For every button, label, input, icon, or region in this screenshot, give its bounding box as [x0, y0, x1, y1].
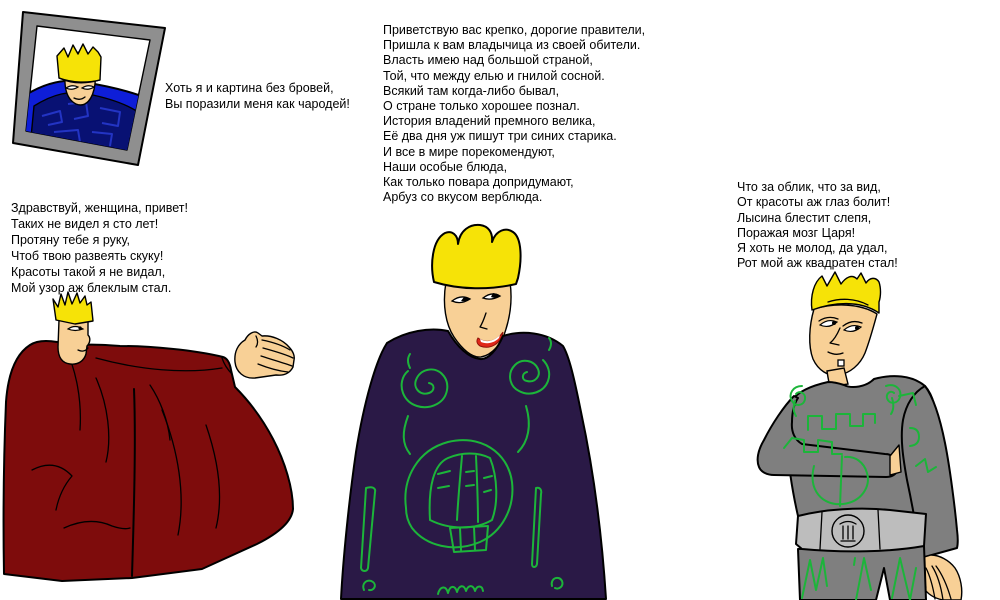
- caption-line: Вы поразили меня как чародей!: [165, 97, 350, 111]
- poem-line: История владений премного велика,: [383, 114, 596, 129]
- poem-line: От красоты аж глаз болит!: [737, 195, 891, 210]
- poem-line: Лысина блестит слепя,: [737, 210, 872, 225]
- right-poem: [737, 180, 898, 272]
- poem-line: Как только повара допридумают,: [383, 175, 574, 190]
- poem-line: О стране только хорошее познал.: [383, 99, 580, 114]
- poem-line: Арбуз со вкусом верблюда.: [383, 190, 543, 205]
- left-king-pupil: [78, 326, 81, 329]
- poem-line: Я хоть не молод, да удал,: [737, 241, 888, 256]
- poem-line: Поражая мозг Царя!: [737, 225, 856, 240]
- poem-line: Таких не видел я сто лет!: [11, 217, 159, 231]
- poem-line: Власть имею над большой страной,: [383, 53, 593, 68]
- poem-line: Здравствуй, женщина, привет!: [11, 201, 188, 215]
- poem-line: Рот мой аж квадратен стал!: [737, 256, 898, 271]
- poem-line: Чтоб твою развеять скуку!: [11, 249, 164, 263]
- poem-line: Мой узор аж блеклым стал.: [11, 281, 172, 295]
- poem-line: Протяну тебе я руку,: [11, 233, 130, 247]
- poem-line: Что за облик, что за вид,: [737, 180, 881, 194]
- center-poem: [383, 23, 645, 205]
- left-poem: [11, 200, 188, 296]
- poem-line: Красоты такой я не видал,: [11, 265, 166, 279]
- queen-robe: [341, 330, 606, 600]
- poem-line: Пришла к вам владычица из своей обители.: [383, 38, 641, 53]
- queen-crown: [432, 225, 520, 288]
- poem-line: Наши особые блюда,: [383, 159, 508, 174]
- right-king-square-mouth: [838, 360, 844, 366]
- portrait-caption: [165, 80, 350, 112]
- framed-portrait-drawing: [8, 4, 183, 172]
- right-king-left-pupil: [832, 321, 836, 325]
- gray-tunic-king-drawing: [740, 268, 1000, 600]
- poem-line: Приветствую вас крепко, дорогие правители,: [383, 23, 646, 37]
- poem-line: Её два дня уж пишут три синих старика.: [383, 129, 617, 144]
- crowned-queen-drawing: [330, 220, 662, 600]
- right-king-right-pupil: [855, 326, 859, 330]
- poem-line: Той, что между елью и гнилой сосной.: [383, 68, 605, 83]
- poem-line: Всякий там когда-либо бывал,: [383, 83, 560, 98]
- red-robe-king-drawing: [0, 290, 310, 600]
- poem-line: И все в мире порекомендуют,: [383, 144, 555, 159]
- caption-line: Хоть я и картина без бровей,: [165, 81, 334, 95]
- left-king-crown: [53, 292, 93, 324]
